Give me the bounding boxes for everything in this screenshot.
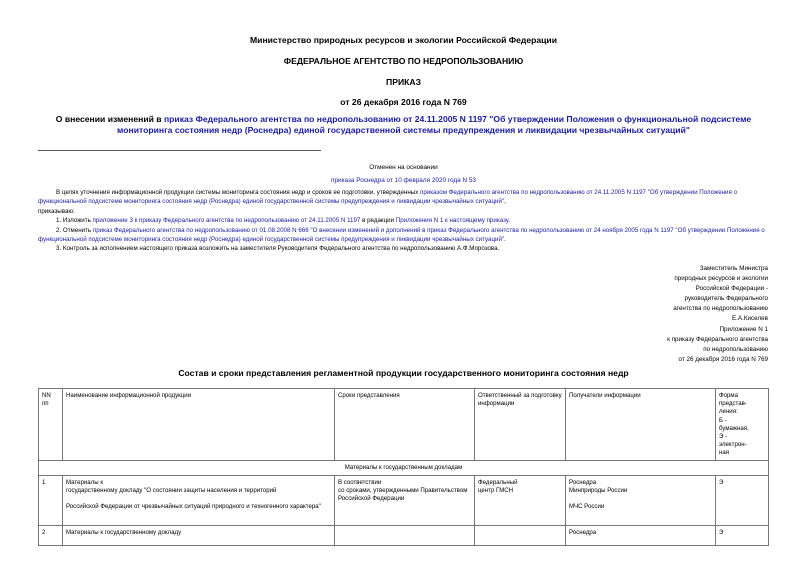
row-recipients: Роснедра Минприроды России МЧС России: [566, 475, 716, 525]
signature-line: природных ресурсов и экологии: [674, 274, 768, 282]
preamble-end: ,: [504, 198, 506, 206]
document-title: [40, 114, 767, 136]
cancel-order-link[interactable]: приказа Роснедра от 10 февраля 2020 года N 53: [331, 177, 476, 184]
title-prefix: О внесении изменений в: [55, 114, 164, 124]
table-row: [39, 475, 769, 525]
row-form: Э: [716, 525, 769, 545]
item2-text-c: .: [504, 236, 506, 244]
row-recipients: Роснедра: [566, 525, 716, 545]
title-link[interactable]: приказ Федерального агентства по недропользованию от 24.11.2005 N 1197 "Об утверждении Положения о функциональной подсистеме мониторинга состояния недр (Роснедра) единой государственной системы предупреждения и ликвидации чрезвычайных ситуаций": [117, 114, 752, 135]
order-verb: приказываю:: [38, 207, 75, 215]
signature-line: Российской Федерации -: [695, 284, 768, 292]
document-type: ПРИКАЗ: [386, 77, 421, 87]
signature-name: Е.А.Киселев: [731, 314, 768, 322]
separator-line: [38, 150, 321, 151]
agency-name: ФЕДЕРАЛЬНОЕ АГЕНТСТВО ПО НЕДРОПОЛЬЗОВАНИЮ: [283, 56, 524, 66]
preamble-paragraph: [38, 188, 770, 207]
row-no: 2: [39, 525, 63, 545]
signature-line: агентства по недропользованию: [673, 304, 768, 312]
header-period: Сроки представления: [335, 389, 475, 461]
item1-text-b: в редакции: [360, 217, 396, 225]
row-form: Э: [716, 475, 769, 525]
row-name: Материалы к государственному докладу "О состоянии защиты населения и территорий Российской Федерации от чрезвычайных ситуаций природного и техногенного характера": [63, 475, 335, 525]
cancel-note-text: Отменен на основании: [369, 164, 438, 171]
preamble-text: В целях уточнения информационной продукции системы мониторинга состояния недр и сроков ее подготовки, утвержденных: [56, 189, 421, 196]
table-header-row: [39, 389, 769, 461]
header-responsible: Ответственный за подготовку информации: [475, 389, 566, 461]
table-title: Состав и сроки представления регламентной продукции государственного мониторинга состояния недр: [178, 368, 629, 378]
appendix-line: Приложение N 1: [719, 326, 768, 333]
appendix-line: от 26 декабря 2016 года N 769: [678, 355, 768, 363]
header-form: Форма представ- ления: Б - бумажная, Э - электрон- ная: [716, 389, 769, 461]
signature-block: [620, 264, 768, 323]
row-responsible: Федеральный центр ГМСН: [475, 475, 566, 525]
table-row: [39, 525, 769, 545]
item1-text-a: 1. Изложить: [56, 217, 93, 225]
row-period: В соответствии со сроками, утвержденными Правительством Российской Федерации: [335, 475, 475, 525]
item2-link[interactable]: приказ Федерального агентства по недропользованию от 01.08.2008 N 666 "О внесении изменений и дополнений в приказ Федерального агентства по недропользованию от 24 ноября 2005 года N 1197 "Об утверждении Положения о функциональной подсистеме мониторинга состояния недр (Роснедра) единой государственной системы предупреждения и ликвидации чрезвычайных ситуаций": [38, 226, 765, 244]
order-item-2: [38, 226, 770, 245]
products-table: [38, 388, 769, 546]
item2-text-a: 2. Отменить: [56, 226, 93, 234]
order-body: [38, 188, 770, 254]
order-item-1: [38, 216, 770, 225]
ministry-name: Министерство природных ресурсов и экологии Российской Федерации: [250, 35, 557, 45]
row-name: Материалы к государственному докладу: [63, 525, 335, 545]
row-no: 1: [39, 475, 63, 525]
item1-link-appendix[interactable]: Приложения N 1 к настоящему приказу: [395, 217, 509, 225]
order-item-3: 3. Контроль за исполнением настоящего приказа возложить на заместителя Руководителя Федерального агентства по недропользованию А.Ф.Морозова.: [56, 245, 500, 253]
appendix-block: [620, 325, 768, 365]
header-name: Наименование информационной продукции: [63, 389, 335, 461]
row-period: [335, 525, 475, 545]
header-recipients: Получатели информации: [566, 389, 716, 461]
row-responsible: [475, 525, 566, 545]
item1-link[interactable]: приложение 3 к приказу Федерального агентства по недропользованию от 24.11.2005 N 1197: [92, 217, 361, 225]
appendix-line: по недропользованию: [703, 345, 768, 353]
document-date: от 26 декабря 2016 года N 769: [340, 97, 467, 107]
appendix-line: к приказу Федерального агентства: [667, 335, 768, 343]
section-title: Материалы к государственным докладам: [39, 460, 769, 475]
header-no: NN пп: [39, 389, 63, 461]
item1-text-c: .: [508, 217, 511, 225]
signature-line: руководитель Федерального: [684, 294, 768, 302]
preamble-link[interactable]: приказом Федерального агентства по недропользованию от 24.11.2005 N 1197 "Об утверждении Положения о функциональной подсистеме мониторинга состояния недр (Роснедра) единой государственной системы предупреждения и ликвидации чрезвычайных ситуаций": [38, 189, 738, 206]
cancellation-note: [0, 163, 807, 185]
table-section-row: [39, 460, 769, 475]
signature-line: Заместитель Министра: [699, 265, 768, 272]
